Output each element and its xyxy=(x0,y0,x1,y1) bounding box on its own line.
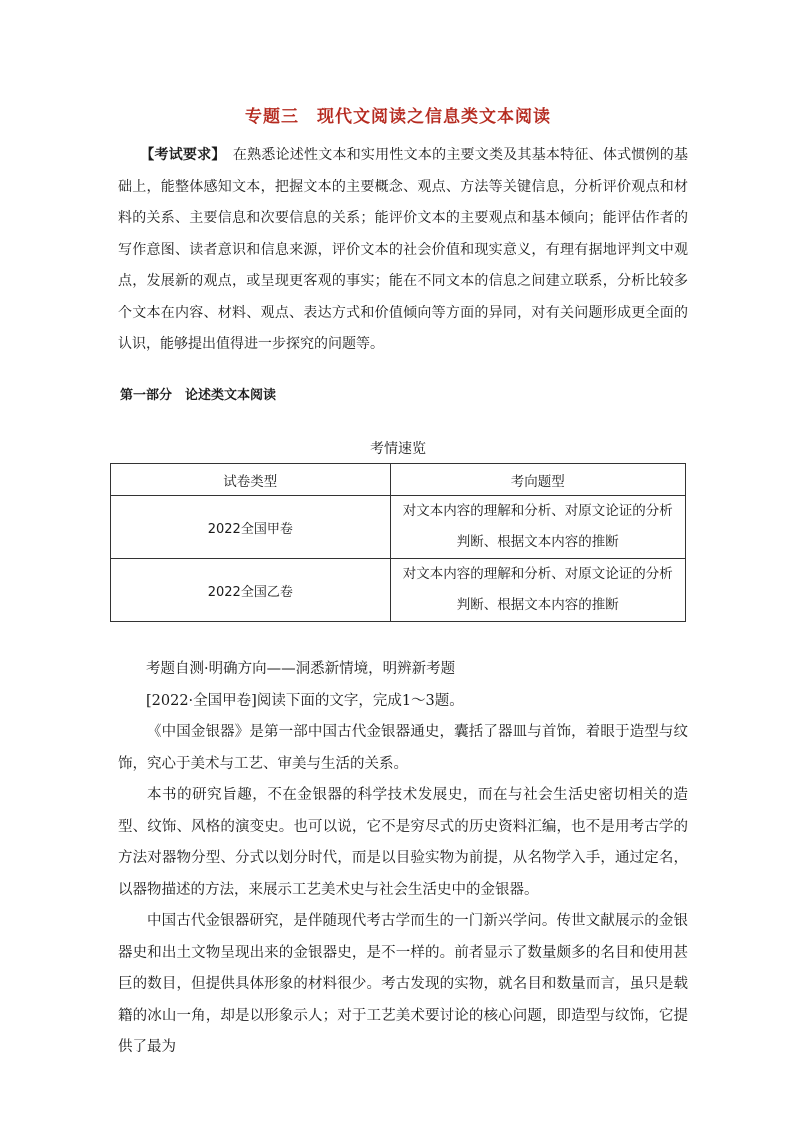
table-caption: 考情速览 xyxy=(370,441,426,457)
passage-instruction: [2022·全国甲卷]阅读下面的文字，完成1～3题。 xyxy=(146,692,464,709)
table-cell-paper: 2022全国乙卷 xyxy=(111,559,391,622)
passage-paragraph: 《中国金银器》是第一部中国古代金银器通史，囊括了器皿与首饰，着眼于造型与纹饰，究心于美术与工艺、审美与生活的关系。 xyxy=(118,724,688,772)
requirements-label: 【考试要求】 xyxy=(140,147,219,163)
table-cell-question-type xyxy=(390,559,685,622)
table-header-row xyxy=(111,464,686,496)
table-header-question-type: 考向题型 xyxy=(390,464,685,496)
requirements-text: 在熟悉论述性文本和实用性文本的主要文类及其基本特征、体式惯例的基础上，能整体感知文本，把握文本的主要概念、观点、方法等关键信息，分析评价观点和材料的关系、主要信息和次要信息的关系；能评价文本的主要观点和基本倾向；能评估作者的写作意图、读者意识和信息来源，评价文本的社会价值和现实意义，有理有据地评判文中观点，发展新的观点，或呈现更客观的事实；能在不同文本的信息之间建立联系，分析比较多个文本在内容、材料、观点、表达方式和价值倾向等方面的异同，对有关问题形成更全面的认识，能够提出值得进一步探究的问题等。 xyxy=(118,147,689,352)
table-header-paper: 试卷类型 xyxy=(111,464,391,496)
table-cell-paper: 2022全国甲卷 xyxy=(111,496,391,559)
section-heading: 第一部分 论述类文本阅读 xyxy=(120,388,277,403)
question-type-line: 判断、根据文本内容的推断 xyxy=(456,597,619,613)
table-row xyxy=(111,496,686,559)
question-type-line: 判断、根据文本内容的推断 xyxy=(456,534,619,550)
page-title: 专题三 现代文阅读之信息类文本阅读 xyxy=(245,107,551,127)
table-row xyxy=(111,559,686,622)
question-type-line: 对文本内容的理解和分析、对原文论证的分析 xyxy=(402,503,673,519)
passage-paragraph: 本书的研究旨趣，不在金银器的科学技术发展史，而在与社会生活史密切相关的造型、纹饰、风格的演变史。也可以说，它不是穷尽式的历史资料汇编，也不是用考古学的方法对器物分型、分式以划分时代，而是以目验实物为前提，从名物学入手，通过定名，以器物描述的方法，来展示工艺美术史与社会生活史中的金银器。 xyxy=(118,787,688,898)
passage-intro: 考题自测·明确方向——洞悉新情境，明辨新考题 xyxy=(146,661,456,677)
exam-requirements xyxy=(118,140,688,361)
exam-overview-table xyxy=(110,463,686,622)
table-cell-question-type xyxy=(390,496,685,559)
passage-paragraph: 中国古代金银器研究，是伴随现代考古学而生的一门新兴学问。传世文献展示的金银器史和出土文物呈现出来的金银器史，是不一样的。前者显示了数量颇多的名目和使用甚巨的数目，但提供具体形象的材料很少。考古发现的实物，就名目和数量而言，虽只是载籍的冰山一角，却是以形象示人；对于工艺美术要讨论的核心问题，即造型与纹饰，它提供了最为 xyxy=(118,913,688,1055)
question-type-line: 对文本内容的理解和分析、对原文论证的分析 xyxy=(402,566,673,582)
reading-passage xyxy=(118,654,688,1064)
